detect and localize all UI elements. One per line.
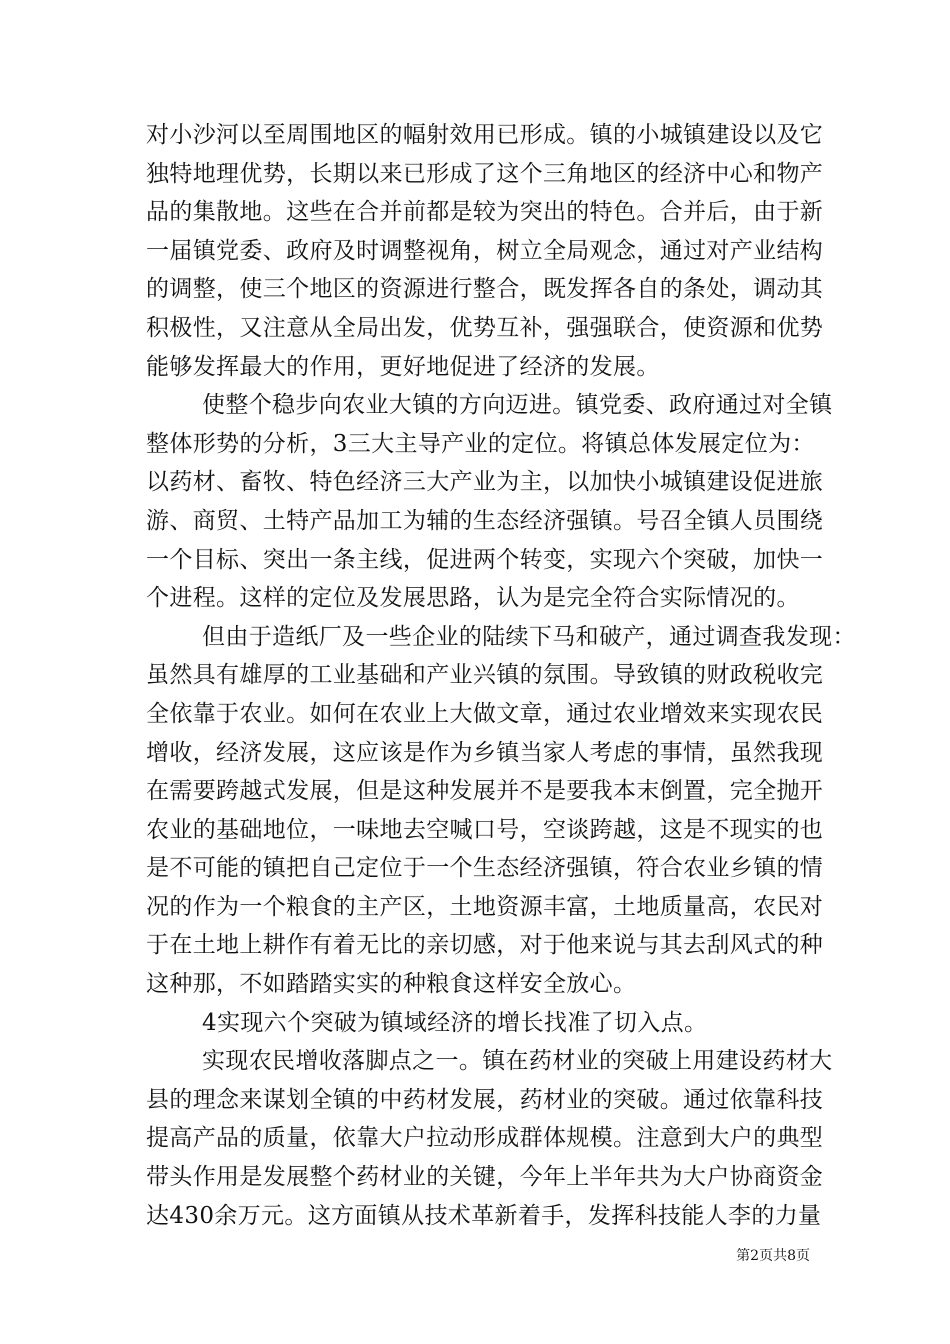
paragraph-line: 整体形势的分析，3三大主导产业的定位。将镇总体发展定位为：: [146, 430, 815, 457]
paragraph-line: 能够发挥最大的作用，更好地促进了经济的发展。: [146, 353, 660, 380]
paragraph-line: 的调整，使三个地区的资源进行整合，既发挥各自的条处，调动其: [146, 276, 824, 303]
paragraph: [146, 618, 856, 1004]
paragraph-line: 农业的基础地位，一味地去空喊口号，空谈跨越，这是不现实的也: [146, 816, 824, 843]
paragraph-line: 达430余万元。这方面镇从技术革新着手，发挥科技能人李的力量: [146, 1202, 822, 1229]
paragraph-line: 积极性，又注意从全局出发，优势互补，强强联合，使资源和优势: [146, 314, 824, 341]
paragraph-line: 以药材、畜牧、特色经济三大产业为主，以加快小城镇建设促进旅: [146, 469, 824, 496]
paragraph-line: 是不可能的镇把自己定位于一个生态经济强镇，符合农业乡镇的情: [146, 855, 824, 882]
paragraph-line: 品的集散地。这些在合并前都是较为突出的特色。合并后，由于新: [146, 199, 824, 226]
paragraph-line: 在需要跨越式发展，但是这种发展并不是要我本末倒置，完全抛开: [146, 778, 824, 805]
document-body: [146, 116, 856, 1235]
paragraph: [146, 116, 824, 386]
paragraph-line: 一届镇党委、政府及时调整视角，树立全局观念，通过对产业结构: [146, 237, 824, 264]
paragraph-line: 实现农民增收落脚点之一。镇在药材业的突破上用建设药材大: [202, 1048, 833, 1075]
paragraph-line: 这种那，不如踏踏实实的种粮食这样安全放心。: [146, 971, 637, 998]
paragraph: [146, 1042, 833, 1235]
paragraph-line: 使整个稳步向农业大镇的方向迈进。镇党委、政府通过对全镇: [202, 392, 833, 419]
paragraph-line: 于在土地上耕作有着无比的亲切感，对于他来说与其去刮风式的种: [146, 932, 824, 959]
paragraph-line: 县的理念来谋划全镇的中药材发展，药材业的突破。通过依靠科技: [146, 1086, 824, 1113]
paragraph-line: 带头作用是发展整个药材业的关键，今年上半年共为大户协商资金: [146, 1164, 824, 1191]
paragraph-line: 提高产品的质量，依靠大户拉动形成群体规模。注意到大户的典型: [146, 1125, 824, 1152]
paragraph-line: 对小沙河以至周围地区的幅射效用已形成。镇的小城镇建设以及它: [146, 122, 824, 148]
paragraph-line: 独特地理优势，长期以来已形成了这个三角地区的经济中心和物产: [146, 160, 824, 187]
paragraph-line: 一个目标、突出一条主线，促进两个转变，实现六个突破，加快一: [146, 546, 824, 573]
paragraph: [146, 1004, 814, 1043]
paragraph-line: 虽然具有雄厚的工业基础和产业兴镇的氛围。导致镇的财政税收完: [146, 662, 824, 689]
page-number-footer: 第2页共8页: [736, 1248, 810, 1264]
paragraph: [146, 386, 833, 618]
paragraph-line: 个进程。这样的定位及发展思路，认为是完全符合实际情况的。: [146, 585, 800, 612]
paragraph-line: 但由于造纸厂及一些企业的陆续下马和破产，通过调查我发现：: [202, 623, 856, 650]
paragraph-line: 况的作为一个粮食的主产区，土地资源丰富，土地质量高，农民对: [146, 893, 824, 920]
paragraph-line: 游、商贸、土特产品加工为辅的生态经济强镇。号召全镇人员围绕: [146, 507, 824, 534]
paragraph-line: 4实现六个突破为镇域经济的增长找准了切入点。: [202, 1009, 708, 1036]
paragraph-line: 全依靠于农业。如何在农业上大做文章，通过农业增效来实现农民: [146, 700, 824, 727]
paragraph-line: 增收，经济发展，这应该是作为乡镇当家人考虑的事情，虽然我现: [146, 739, 824, 766]
